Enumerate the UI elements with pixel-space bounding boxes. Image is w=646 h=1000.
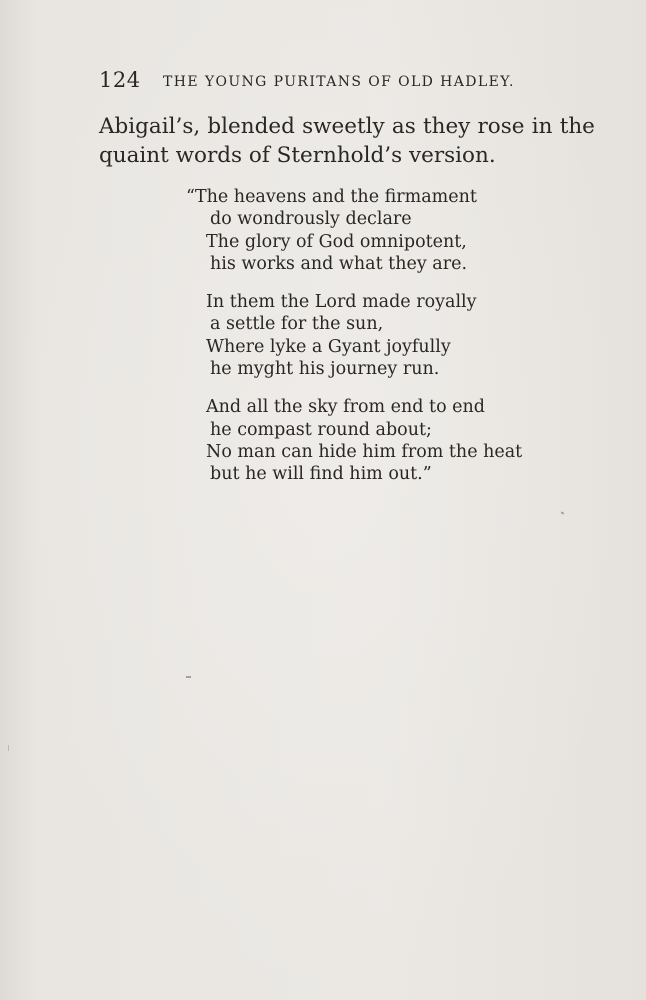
prose-line: quaint words of Sternhold’s version.: [99, 143, 496, 168]
poem-line: The glory of God omnipotent,: [206, 231, 467, 252]
prose-word: rose: [477, 114, 525, 139]
page-header: [99, 68, 529, 94]
poem-stanza: [186, 396, 526, 485]
poem-line: a settle for the sun,: [210, 314, 384, 335]
poem-line: No man can hide him from the heat: [206, 441, 523, 462]
poem-stanza: [186, 186, 526, 275]
poem-line: he compast round about;: [210, 419, 432, 440]
prose-word: they: [422, 114, 471, 139]
paper-speck: [186, 676, 191, 678]
poem-line: do wondrously declare: [210, 209, 412, 230]
prose-word: sweetly: [302, 114, 385, 139]
poem-line: his works and what they are.: [210, 253, 468, 274]
prose-word: blended: [207, 114, 295, 139]
prose-paragraph: [99, 112, 595, 170]
page-number: 124: [99, 68, 141, 92]
poem-stanza: [186, 291, 526, 380]
poem-line: In them the Lord made royally: [206, 292, 477, 313]
prose-word: in: [531, 114, 553, 139]
prose-word: the: [559, 114, 595, 139]
running-title: THE YOUNG PURITANS OF OLD HADLEY.: [163, 74, 515, 90]
prose-word: as: [391, 114, 416, 139]
poem-line: “The heavens and the firmament: [186, 187, 477, 207]
prose-word: Abigail’s,: [99, 114, 201, 139]
paper-speck: [561, 511, 565, 514]
poem-line: but he will find him out.”: [210, 464, 432, 485]
poem-line: he myght his journey run.: [210, 359, 440, 380]
poem: [186, 186, 526, 502]
prose-line: [99, 112, 595, 141]
poem-line: And all the sky from end to end: [206, 397, 486, 418]
poem-line: Where lyke a Gyant joyfully: [206, 336, 451, 357]
paper-speck: [8, 745, 9, 751]
